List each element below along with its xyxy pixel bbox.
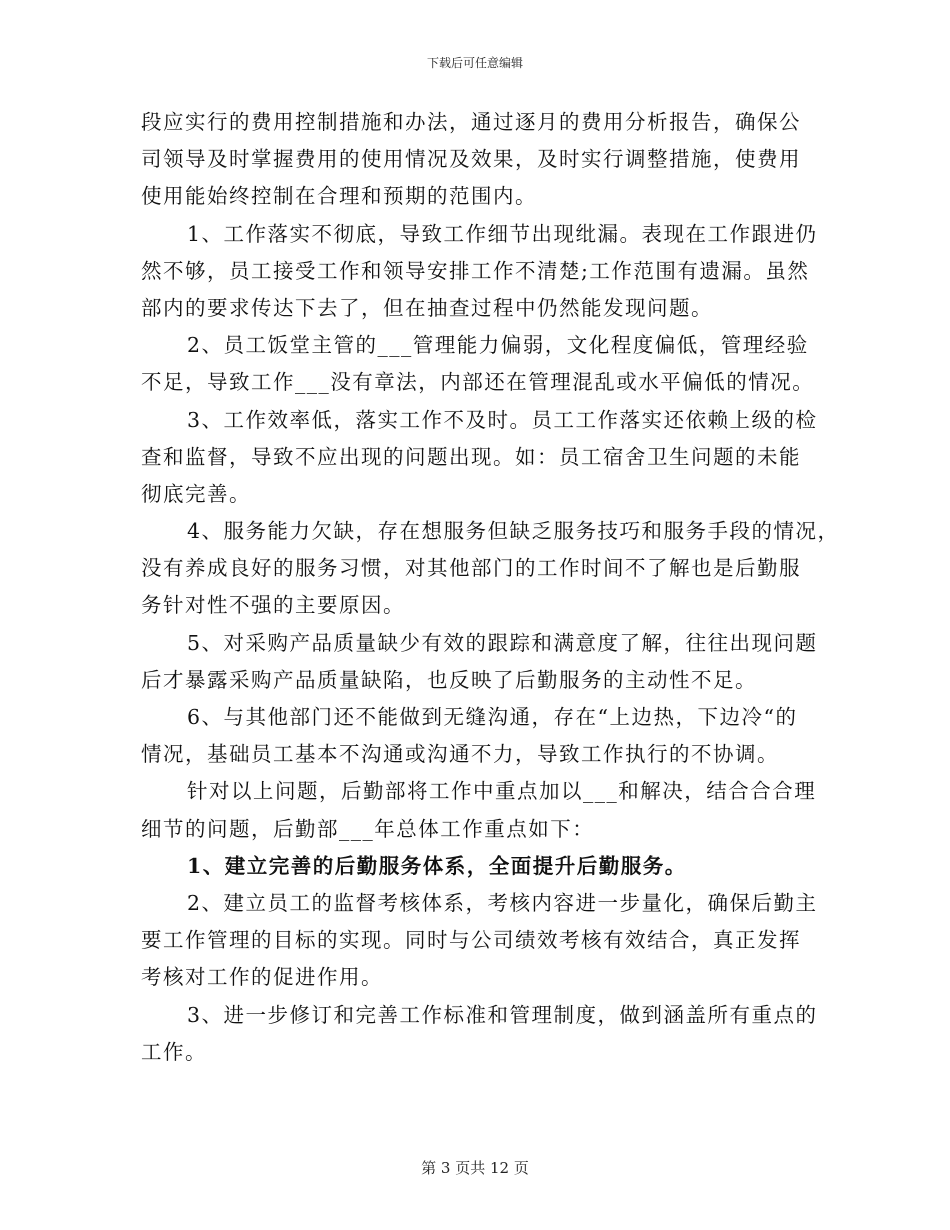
- text-line: 不足，导致工作___没有章法，内部还在管理混乱或水平偏低的情况。: [141, 370, 815, 395]
- text-line: 6、与其他部门还不能做到无缝沟通，存在“上边热，下边冷“的: [187, 705, 798, 729]
- text-line: 2、员工饭堂主管的___管理能力偏弱，文化程度偏低，管理经验: [187, 333, 809, 358]
- text-line: 要工作管理的目标的实现。同时与公司绩效考核有效结合，真正发挥: [141, 928, 801, 953]
- text-line: 考核对工作的促进作用。: [141, 965, 383, 990]
- text-line: 部内的要求传达下去了，但在抽查过程中仍然能发现问题。: [141, 295, 713, 320]
- text-line: 针对以上问题，后勤部将工作中重点加以___和解决，结合合合理: [187, 779, 817, 804]
- text-line: 然不够，员工接受工作和领导安排工作不清楚;工作范围有遗漏。虽然: [141, 258, 810, 283]
- text-line: 4、服务能力欠缺，存在想服务但缺乏服务技巧和服务手段的情况，: [187, 519, 840, 544]
- text-line: 5、对采购产品质量缺少有效的跟踪和满意度了解，往往出现问题: [187, 630, 818, 655]
- text-line: 情况，基础员工基本不沟通或沟通不力，导致工作执行的不协调。: [141, 742, 779, 767]
- text-line: 使用能始终控制在合理和预期的范围内。: [141, 184, 537, 209]
- text-line: 务针对性不强的主要原因。: [141, 593, 405, 618]
- text-line: 段应实行的费用控制措施和办法，通过逐月的费用分析报告，确保公: [141, 110, 801, 134]
- text-line: 查和监督，导致不应出现的问题出现。如：员工宿舍卫生问题的未能: [141, 444, 801, 469]
- text-line: 细节的问题，后勤部___年总体工作重点如下：: [141, 816, 595, 841]
- text-line: 1、工作落实不彻底，导致工作细节出现纰漏。表现在工作跟进仍: [187, 221, 818, 246]
- text-line: 3、工作效率低，落实工作不及时。员工工作落实还依赖上级的检: [187, 407, 818, 432]
- page-footer: 第 3 页共 12 页: [421, 1159, 529, 1177]
- text-line: 彻底完善。: [141, 481, 251, 506]
- text-line: 3、进一步修订和完善工作标准和管理制度，做到涵盖所有重点的: [187, 1002, 818, 1027]
- text-line: 没有养成良好的服务习惯，对其他部门的工作时间不了解也是后勤服: [141, 556, 801, 581]
- text-line: 后才暴露采购产品质量缺陷，也反映了后勤服务的主动性不足。: [141, 667, 757, 692]
- text-line: 2、建立员工的监督考核体系，考核内容进一步量化，确保后勤主: [187, 890, 818, 915]
- section-heading: 1、建立完善的后勤服务体系，全面提升后勤服务。: [187, 853, 687, 878]
- document-body: [141, 104, 840, 1071]
- text-line: 工作。: [141, 1039, 207, 1064]
- page-header: 下载后可任意编辑: [426, 56, 523, 70]
- text-line: 司领导及时掌握费用的使用情况及效果，及时实行调整措施，使费用: [141, 147, 801, 172]
